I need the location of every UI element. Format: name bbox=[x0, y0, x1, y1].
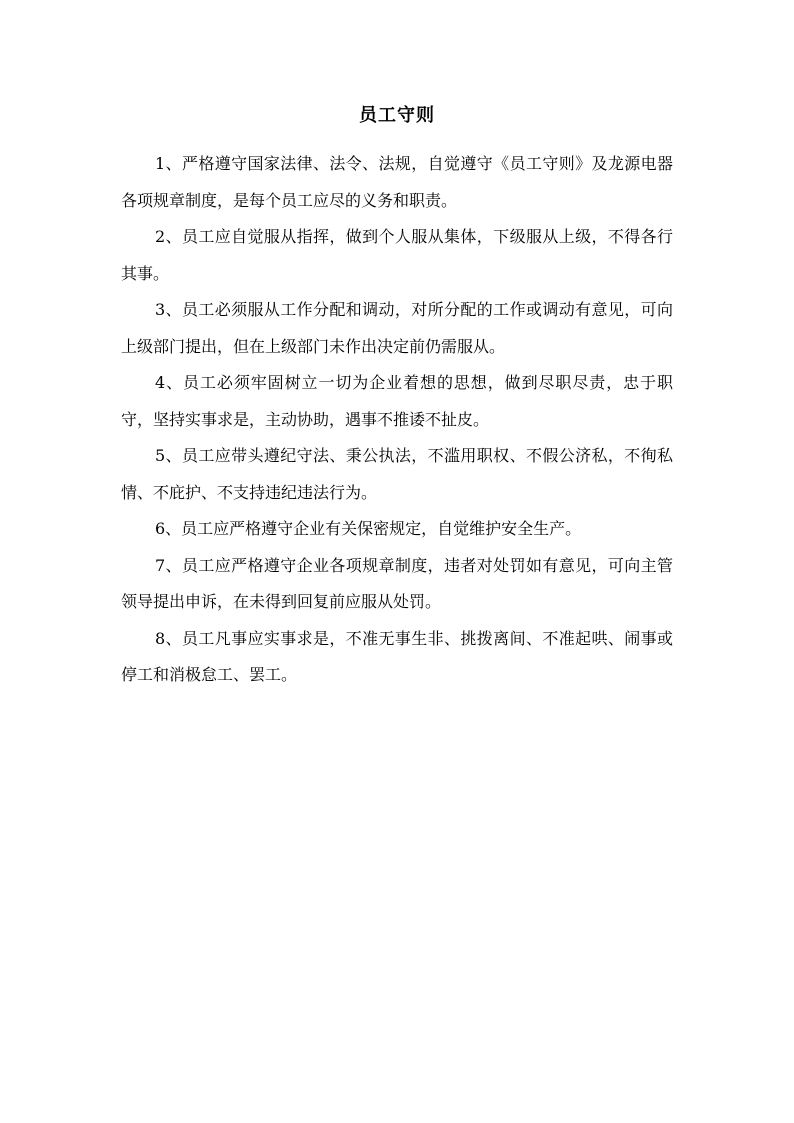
rule-4: 4、员工必须牢固树立一切为企业着想的思想，做到尽职尽责，忠于职守，坚持实事求是，主动协助，遇事不推诿不扯皮。 bbox=[121, 373, 673, 429]
rule-5: 5、员工应带头遵纪守法、秉公执法，不滥用职权、不假公济私，不徇私情、不庇护、不支持违纪违法行为。 bbox=[121, 446, 673, 502]
rule-1: 1、严格遵守国家法律、法令、法规，自觉遵守《员工守则》及龙源电器各项规章制度，是每个员工应尽的义务和职责。 bbox=[121, 154, 673, 210]
rule-6: 6、员工应严格遵守企业有关保密规定，自觉维护安全生产。 bbox=[155, 519, 582, 538]
page-title: 员工守则 bbox=[359, 105, 435, 126]
rule-2: 2、员工应自觉服从指挥，做到个人服从集体，下级服从上级，不得各行其事。 bbox=[121, 227, 673, 283]
rule-8: 8、员工凡事应实事求是，不准无事生非、挑拨离间、不准起哄、闹事或停工和消极怠工、罢工。 bbox=[121, 628, 673, 684]
rules-list bbox=[121, 146, 673, 694]
rule-7: 7、员工应严格遵守企业各项规章制度，违者对处罚如有意见，可向主管领导提出申诉，在未得到回复前应服从处罚。 bbox=[121, 555, 673, 611]
rule-3: 3、员工必须服从工作分配和调动，对所分配的工作或调动有意见，可向上级部门提出，但在上级部门未作出决定前仍需服从。 bbox=[121, 300, 673, 356]
